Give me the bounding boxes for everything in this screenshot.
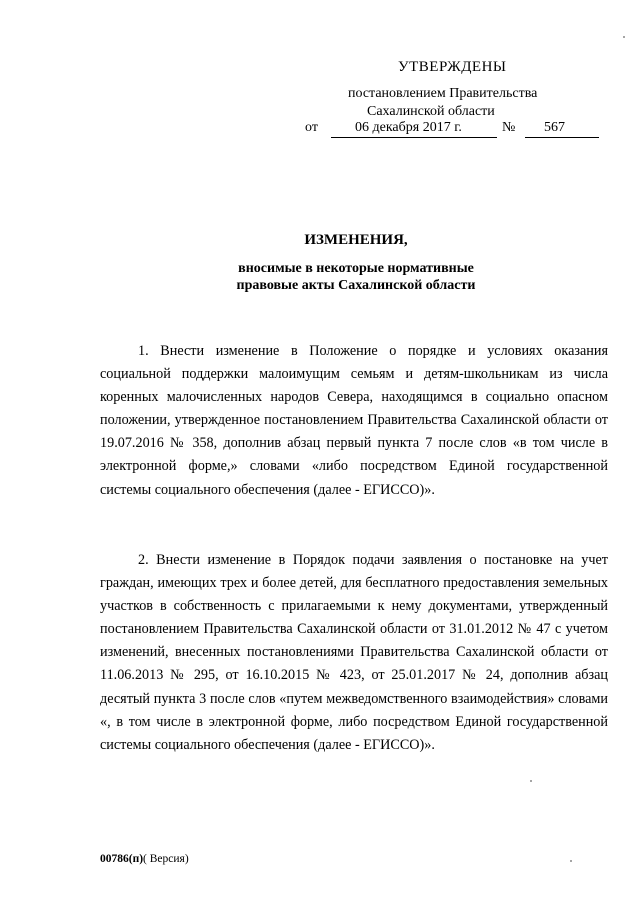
footer-code: 00786(п): [100, 853, 144, 865]
scan-speck: [570, 860, 572, 862]
approval-date: 06 декабря 2017 г.: [355, 120, 462, 135]
subtitle-line-2: правовые акты Сахалинской области: [236, 278, 476, 293]
paragraph-1: 1. Внести изменение в Положение о порядке и условиях оказания социальной поддержки малоимущим семьям и детям-школьникам из числа коренных малочисленных народов Севера, находящимся в социально опасном положении, утвержденное постановлением Правительства Сахалинской области от 19.07.2016 № 358, дополнив абзац первый пункта 7 после слов «в том числе в электронной форме,» словами «либо посредством Единой государственной системы социального обеспечения (далее - ЕГИССО)».: [100, 343, 608, 498]
approval-title: УТВЕРЖДЕНЫ: [398, 59, 507, 75]
footer-version: ( Версия): [143, 853, 189, 865]
approval-line-1: постановлением Правительства: [348, 86, 538, 101]
paragraph-2: 2. Внести изменение в Порядок подачи заявления о постановке на учет граждан, имеющих трех и более детей, для бесплатного предоставления земельных участков в собственность с прилагаемыми к нему документами, утвержденный постановлением Правительства Сахалинской области от 31.01.2012 № 47 с учетом изменений, внесенных постановлениями Правительства Сахалинской области от 11.06.2013 № 295, от 16.10.2015 № 423, от 25.01.2017 № 24, дополнив абзац десятый пункта 3 после слов «путем межведомственного взаимодействия» словами «, в том числе в электронной форме, либо посредством Единой государственной системы социального обеспечения (далее - ЕГИССО)».: [100, 552, 608, 753]
approval-number: 567: [544, 120, 565, 135]
scan-speck: [530, 780, 532, 782]
footer-doc-code: [100, 853, 189, 865]
approval-line-2: Сахалинской области: [367, 104, 495, 119]
approval-date-row: [305, 120, 605, 142]
subtitle-line-1: вносимые в некоторые нормативные: [238, 261, 474, 276]
from-label: от: [305, 120, 318, 135]
scan-speck: [623, 36, 625, 38]
document-subtitle: [36, 260, 640, 294]
number-label: №: [502, 120, 516, 135]
document-title: ИЗМЕНЕНИЯ,: [304, 232, 408, 248]
